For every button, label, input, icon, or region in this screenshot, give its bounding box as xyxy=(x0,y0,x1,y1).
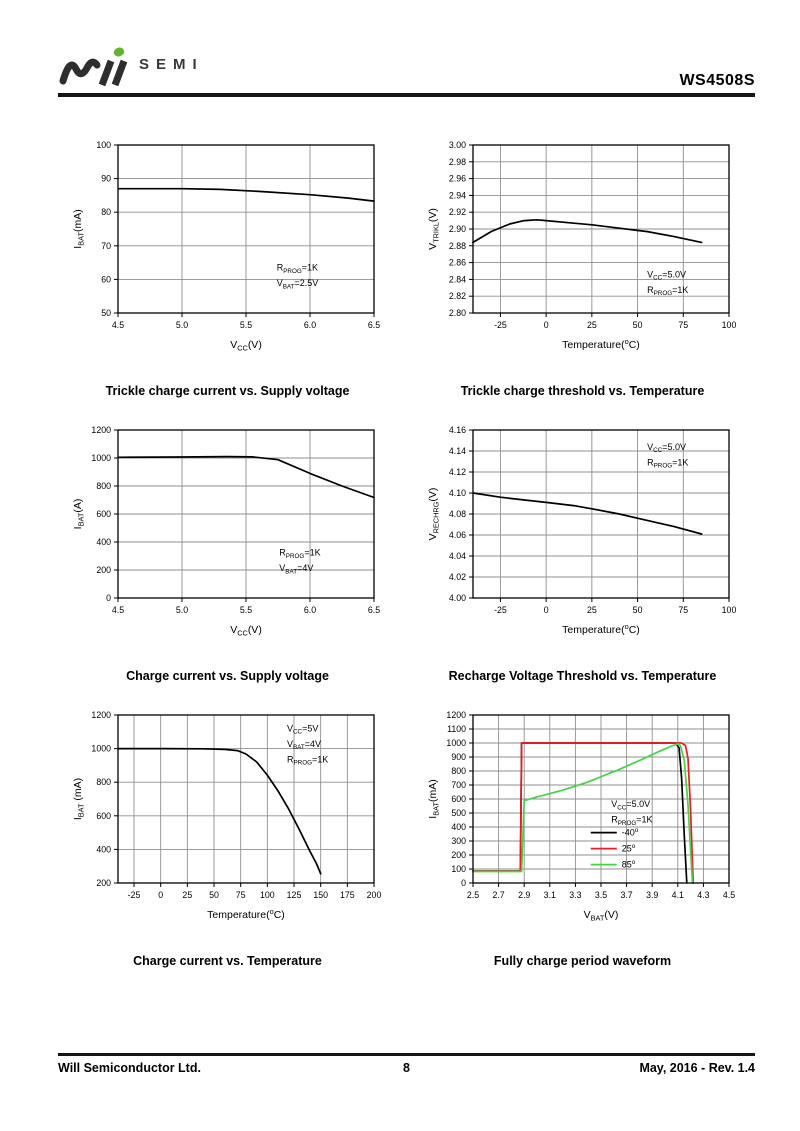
svg-text:200: 200 xyxy=(95,878,111,888)
svg-text:4.16: 4.16 xyxy=(448,425,466,435)
grid-lines xyxy=(118,430,374,598)
svg-text:5.5: 5.5 xyxy=(239,320,252,330)
recharge-voltage-threshold-plot xyxy=(423,420,743,660)
annotation xyxy=(276,263,318,291)
svg-text:1100: 1100 xyxy=(446,724,466,734)
svg-text:4.10: 4.10 xyxy=(448,488,466,498)
annotation xyxy=(279,548,320,576)
chart-fully-charge-period-waveform xyxy=(415,705,750,968)
svg-text:600: 600 xyxy=(95,810,111,821)
svg-text:6.5: 6.5 xyxy=(367,320,380,330)
svg-text:VCC=5.0V: $V_{CC}=5.0V$ xyxy=(646,269,686,282)
svg-text:RPROG=1K: $R_{PROG}=1K$ xyxy=(646,284,688,298)
svg-text:5.0: 5.0 xyxy=(175,605,188,615)
chart-title: Fully charge period waveform xyxy=(493,954,672,968)
svg-text:75: 75 xyxy=(235,890,246,900)
svg-text:2.94: 2.94 xyxy=(448,190,466,201)
svg-text:RPROG=1K: $R_{PROG}=1K$ xyxy=(610,814,653,827)
trickle-charge-current-plot xyxy=(68,135,388,375)
svg-text:150: 150 xyxy=(312,890,328,900)
svg-text:IBAT(mA): $I_{BAT}(mA)$ xyxy=(71,209,86,249)
svg-text:0: 0 xyxy=(543,605,549,615)
series-lines xyxy=(473,220,702,243)
annotation xyxy=(286,723,327,766)
svg-text:-25: -25 xyxy=(493,605,507,615)
svg-text:200: 200 xyxy=(366,890,381,900)
svg-text:5.5: 5.5 xyxy=(239,605,252,615)
chart-recharge-voltage-threshold-vs-temperature xyxy=(415,420,750,683)
svg-text:2.7: 2.7 xyxy=(491,890,505,900)
svg-text:3.3: 3.3 xyxy=(568,890,582,900)
svg-text:4.1: 4.1 xyxy=(671,890,684,900)
svg-text:50: 50 xyxy=(100,308,111,318)
svg-text:175: 175 xyxy=(339,890,355,900)
brand-text: SEMI xyxy=(139,55,204,73)
svg-text:VCC=5.0V: $V_{CC}=5.0V$ xyxy=(646,441,686,455)
annotation xyxy=(647,269,688,297)
svg-text:400: 400 xyxy=(450,822,466,832)
svg-text:125: 125 xyxy=(286,890,301,900)
svg-text:3.5: 3.5 xyxy=(594,890,607,900)
svg-text:300: 300 xyxy=(450,836,466,846)
svg-text:75: 75 xyxy=(677,605,688,615)
svg-text:0: 0 xyxy=(157,890,163,900)
annotation xyxy=(647,442,688,470)
svg-text:1200: 1200 xyxy=(445,710,466,720)
part-number: WS4508S xyxy=(679,72,755,89)
svg-text:25: 25 xyxy=(586,605,597,615)
will-semi-logo xyxy=(58,44,204,92)
svg-text:90: 90 xyxy=(100,173,111,184)
grid-lines xyxy=(473,430,729,598)
svg-text:1200: 1200 xyxy=(90,710,111,720)
svg-text:4.5: 4.5 xyxy=(111,320,124,330)
svg-text:RPROG=1K: $R_{PROG}=1K$ xyxy=(286,754,328,767)
svg-text:4.04: 4.04 xyxy=(448,551,466,561)
chart-trickle-charge-current-vs-supply-voltage xyxy=(60,135,395,398)
svg-text:25: 25 xyxy=(586,320,597,330)
svg-text:VBAT=4V: $V_{BAT}=4V$ xyxy=(278,563,313,576)
svg-text:IBAT (mA): $I_{BAT}$ (mA) xyxy=(71,777,86,821)
svg-text:6.0: 6.0 xyxy=(303,605,316,615)
will-logo-mark xyxy=(58,44,130,92)
svg-text:100: 100 xyxy=(259,890,275,900)
svg-text:1000: 1000 xyxy=(90,743,111,754)
svg-text:4.02: 4.02 xyxy=(448,572,466,582)
svg-text:0: 0 xyxy=(460,878,466,888)
svg-text:50: 50 xyxy=(632,320,642,330)
svg-text:RPROG=1K: $R_{PROG}=1K$ xyxy=(278,547,321,560)
chart-title: Trickle charge threshold vs. Temperature xyxy=(460,384,705,398)
fully-charge-waveform-plot xyxy=(423,705,743,945)
svg-text:2.96: 2.96 xyxy=(448,173,466,184)
svg-text:Temperature(oC): Temperature($^o$C) xyxy=(561,622,640,636)
svg-text:2.88: 2.88 xyxy=(448,240,466,251)
svg-text:100: 100 xyxy=(95,140,111,150)
svg-text:-25: -25 xyxy=(493,320,507,330)
svg-text:4.06: 4.06 xyxy=(448,530,466,540)
svg-text:4.00: 4.00 xyxy=(448,593,466,603)
svg-text:1200: 1200 xyxy=(90,425,111,435)
footer-rule xyxy=(58,1053,755,1056)
svg-text:6.0: 6.0 xyxy=(303,320,316,330)
svg-text:800: 800 xyxy=(95,481,111,491)
svg-text:2.84: 2.84 xyxy=(448,274,466,285)
svg-text:3.9: 3.9 xyxy=(645,890,658,900)
chart-charge-current-vs-supply-voltage xyxy=(60,420,395,683)
svg-text:200: 200 xyxy=(95,565,111,575)
svg-text:-25: -25 xyxy=(127,890,140,900)
svg-text:60: 60 xyxy=(100,274,111,285)
page-footer xyxy=(0,1053,800,1131)
svg-text:400: 400 xyxy=(95,844,111,855)
svg-text:2.82: 2.82 xyxy=(448,291,466,302)
svg-text:50: 50 xyxy=(208,890,219,900)
svg-text:600: 600 xyxy=(450,794,466,804)
svg-text:VCC(V): $V_{CC}(V)$ xyxy=(229,624,262,638)
svg-text:1000: 1000 xyxy=(90,453,111,463)
charts-grid xyxy=(0,97,800,968)
company-name: Will Semiconductor Ltd. xyxy=(58,1061,201,1075)
svg-text:600: 600 xyxy=(95,509,111,519)
logo-slash-2 xyxy=(115,61,124,85)
svg-text:2.92: 2.92 xyxy=(448,207,466,218)
plot-border xyxy=(118,715,374,883)
svg-text:200: 200 xyxy=(450,850,466,860)
svg-text:VBAT=2.5V: $V_{BAT}=2.5V$ xyxy=(276,278,318,291)
svg-text:VCC(V): $V_{CC}(V)$ xyxy=(229,339,262,353)
svg-text:5.0: 5.0 xyxy=(175,320,188,330)
series-lines xyxy=(473,493,702,534)
grid-lines xyxy=(473,145,729,313)
svg-text:100: 100 xyxy=(721,605,736,615)
svg-text:4.5: 4.5 xyxy=(722,890,735,900)
svg-text:80: 80 xyxy=(100,207,111,218)
grid-lines xyxy=(118,145,374,313)
svg-text:3.1: 3.1 xyxy=(543,890,556,900)
svg-text:75: 75 xyxy=(677,320,688,330)
svg-text:50: 50 xyxy=(632,605,642,615)
svg-text:85o: 85$^o$ xyxy=(621,859,635,870)
chart-charge-current-vs-temperature xyxy=(60,705,395,968)
svg-text:500: 500 xyxy=(450,808,466,818)
charge-current-temperature-plot xyxy=(68,705,388,945)
grid-lines xyxy=(118,715,374,883)
svg-text:IBAT(mA): $I_{BAT}(mA)$ xyxy=(426,779,441,819)
svg-text:VCC=5V: $V_{CC}=5V$ xyxy=(286,723,318,736)
svg-text:70: 70 xyxy=(100,240,111,251)
chart-trickle-charge-threshold-vs-temperature xyxy=(415,135,750,398)
svg-text:0: 0 xyxy=(543,320,549,330)
svg-text:800: 800 xyxy=(450,766,466,776)
svg-text:4.12: 4.12 xyxy=(448,467,466,477)
svg-text:2.5: 2.5 xyxy=(466,890,479,900)
svg-text:2.90: 2.90 xyxy=(448,224,466,234)
svg-text:IBAT(A): $I_{BAT}(A)$ xyxy=(71,498,86,530)
svg-text:2.86: 2.86 xyxy=(448,257,466,268)
logo-wave xyxy=(63,62,97,81)
charge-current-supply-plot xyxy=(68,420,388,660)
legend xyxy=(590,827,638,869)
svg-text:3.7: 3.7 xyxy=(619,890,633,900)
svg-text:2.80: 2.80 xyxy=(448,308,466,318)
svg-text:6.5: 6.5 xyxy=(367,605,380,615)
svg-text:VTRIKL(V): $V_{TRIKL}(V)$ xyxy=(426,208,441,250)
svg-text:25: 25 xyxy=(181,890,192,900)
svg-text:Temperature(oC): Temperature($^o$C) xyxy=(206,907,285,921)
svg-text:4.14: 4.14 xyxy=(448,446,466,456)
chart-title: Charge current vs. Supply voltage xyxy=(126,669,329,683)
svg-text:RPROG=1K: $R_{PROG}=1K$ xyxy=(646,457,688,470)
svg-text:2.9: 2.9 xyxy=(517,890,530,900)
svg-text:4.3: 4.3 xyxy=(696,890,710,900)
svg-text:800: 800 xyxy=(95,777,111,788)
page-number: 8 xyxy=(403,1061,410,1075)
svg-text:VBAT(V): $V_{BAT}(V)$ xyxy=(583,909,618,923)
svg-text:100: 100 xyxy=(721,320,736,330)
svg-text:100: 100 xyxy=(450,864,466,874)
svg-text:RPROG=1K: $R_{PROG}=1K$ xyxy=(276,262,318,275)
page-header xyxy=(0,0,800,92)
svg-text:Temperature(oC): Temperature($^o$C) xyxy=(561,337,640,351)
chart-title: Trickle charge current vs. Supply voltage xyxy=(105,384,350,398)
svg-text:900: 900 xyxy=(450,752,466,762)
series-lines xyxy=(118,749,321,874)
svg-text:700: 700 xyxy=(450,780,466,790)
svg-text:VRECHRG(V): $V_{RECHRG}(V)$ xyxy=(426,487,441,541)
logo-slash-1 xyxy=(102,61,111,85)
trickle-charge-threshold-plot xyxy=(423,135,743,375)
svg-text:4.08: 4.08 xyxy=(448,509,466,519)
svg-text:VCC=5.0V: $V_{CC}=5.0V$ xyxy=(610,799,650,812)
svg-text:25o: 25$^o$ xyxy=(621,843,635,854)
logo-green-dot xyxy=(113,46,126,58)
svg-text:3.00: 3.00 xyxy=(448,140,466,150)
chart-title: Recharge Voltage Threshold vs. Temperature xyxy=(448,669,717,683)
svg-text:-40o: -40$^o$ xyxy=(621,827,638,838)
footer-row xyxy=(58,1061,755,1075)
svg-text:1000: 1000 xyxy=(445,738,466,748)
svg-text:VBAT=4V: $V_{BAT}=4V$ xyxy=(286,738,321,752)
chart-title: Charge current vs. Temperature xyxy=(133,954,322,968)
svg-text:400: 400 xyxy=(95,537,111,547)
svg-text:2.98: 2.98 xyxy=(448,156,466,167)
svg-text:4.5: 4.5 xyxy=(111,605,124,615)
revision-text: May, 2016 - Rev. 1.4 xyxy=(639,1061,756,1075)
svg-text:0: 0 xyxy=(105,593,111,603)
